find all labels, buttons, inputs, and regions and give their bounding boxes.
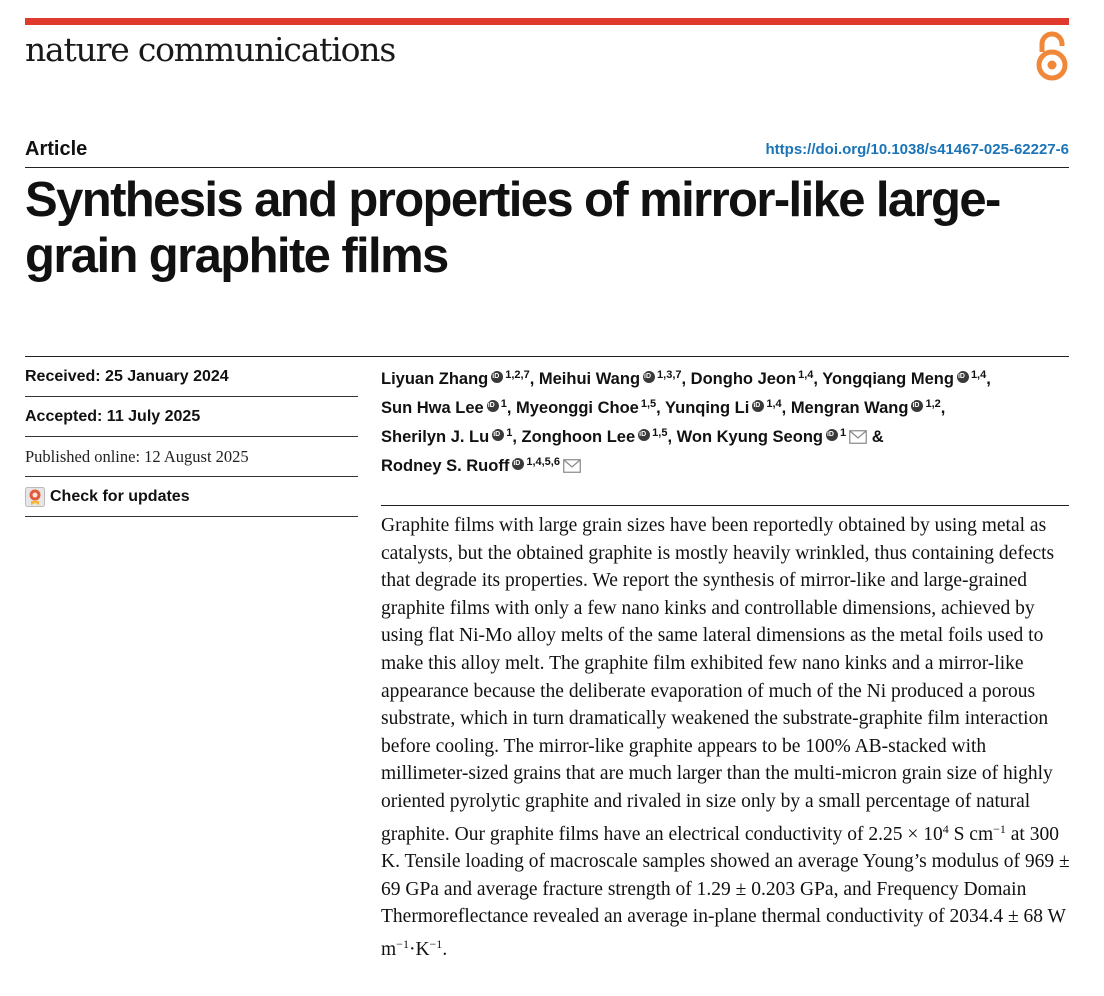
- author-name[interactable]: [677, 428, 867, 446]
- orcid-icon[interactable]: [512, 458, 524, 470]
- conductivity-value: 2.25 × 10: [868, 823, 943, 845]
- author-name-text: Zonghoon Lee: [521, 428, 636, 446]
- author-separator: ,: [506, 399, 516, 417]
- affiliation-numbers: 1,5: [652, 427, 668, 439]
- author-separator: ,: [667, 428, 677, 446]
- received-date: Received: 25 January 2024: [25, 357, 358, 397]
- author-name-text: Dongho Jeon: [690, 370, 797, 388]
- email-icon[interactable]: [563, 459, 581, 473]
- conductivity-unit: S cm: [948, 823, 994, 845]
- author-list: [381, 363, 1071, 479]
- author-name-text: Myeonggi Choe: [516, 399, 639, 417]
- orcid-icon[interactable]: [643, 371, 655, 383]
- article-title: Synthesis and properties of mirror-like large-grain graphite films: [25, 173, 1000, 283]
- accepted-date: Accepted: 11 July 2025: [25, 397, 358, 437]
- affiliation-numbers: 1,4: [970, 369, 987, 381]
- author-name[interactable]: [381, 428, 512, 446]
- orcid-icon[interactable]: [752, 400, 764, 412]
- affiliation-numbers: 1,3,7: [657, 369, 682, 381]
- orcid-icon[interactable]: [957, 371, 969, 383]
- author-name-text: Sun Hwa Lee: [381, 399, 484, 417]
- check-for-updates-button[interactable]: [25, 477, 358, 517]
- conductivity-unit-exponent: −1: [993, 821, 1006, 836]
- check-for-updates-label: Check for updates: [50, 487, 190, 505]
- affiliation-numbers: 1,2,7: [505, 369, 530, 381]
- orcid-icon[interactable]: [491, 371, 503, 383]
- author-name-text: Sherilyn J. Lu: [381, 428, 490, 446]
- author-name[interactable]: [381, 399, 507, 417]
- doi-link[interactable]: https://doi.org/10.1038/s41467-025-62227-6: [765, 141, 1069, 158]
- abstract-text: [381, 512, 1071, 964]
- article-type: Article: [25, 138, 88, 160]
- author-name-text: Yunqing Li: [665, 399, 750, 417]
- affiliation-numbers: 1: [506, 427, 513, 439]
- author-name[interactable]: [665, 399, 782, 417]
- author-separator: ,: [681, 370, 691, 388]
- header-accent-bar: [25, 18, 1069, 25]
- affiliation-numbers: 1: [500, 398, 507, 410]
- author-name-text: Won Kyung Seong: [676, 428, 823, 446]
- header-divider: [25, 167, 1069, 168]
- author-name[interactable]: [516, 399, 656, 417]
- author-name-text: Rodney S. Ruoff: [381, 457, 510, 475]
- thermal-unit-exponent-1: −1: [396, 936, 409, 951]
- affiliation-numbers: 1: [839, 427, 847, 439]
- check-for-updates-icon: [25, 487, 45, 507]
- orcid-icon[interactable]: [492, 429, 504, 441]
- author-separator: &: [867, 428, 884, 446]
- author-name[interactable]: [691, 370, 814, 388]
- author-name[interactable]: [539, 370, 682, 388]
- published-date: Published online: 12 August 2025: [25, 437, 358, 477]
- affiliation-numbers: 1,2: [925, 398, 941, 410]
- orcid-icon[interactable]: [487, 400, 499, 412]
- affiliation-numbers: 1,4,5,6: [526, 456, 560, 468]
- article-dates: [25, 357, 358, 517]
- author-name[interactable]: [381, 370, 530, 388]
- author-name[interactable]: [522, 428, 668, 446]
- thermal-unit-exponent-2: −1: [429, 936, 443, 951]
- abstract-part-1: Graphite films with large grain sizes have been reportedly obtained by using metal as catalysts, but the obtained graphite is mostly heavily wrinkled, thus containing defects that degrade its properties. We report the synthesis of mirror-like and large-grained graphite films with only a few nano kinks and controllable dimensions, achieved by using flat Ni-Mo alloy melts of the same lateral dimensions as the metal foils used to make this alloy melt. The graphite film exhibited few nano kinks and a mirror-like appearance because the deliberate evaporation of much of the Ni produced a porous substrate, which in turn dramatically weakened the substrate-graphite film interaction before cooling. The mirror-like graphite appears to be 100% AB-stacked with millimeter-sized grains that are much larger than the multi-micron grain size of highly oriented pyrolytic graphite and rivaled in size only by a small percentage of natural graphite. Our graphite films have an electrical conductivity of: [381, 515, 1055, 845]
- author-name-text: Meihui Wang: [538, 370, 641, 388]
- author-separator: ,: [986, 370, 991, 388]
- orcid-icon[interactable]: [911, 400, 923, 412]
- abstract-part-2: at 300 K. Tensile loading of macroscale samples showed an average Young’s modulus of 969 ± 69 GPa and average fracture strength of 1.29 ± 0.203 GPa, and Frequency Domain Thermoreflectance revealed an average in-plane thermal conductivity of 2034.4 ± 68 W m: [381, 823, 1070, 960]
- affiliation-numbers: 1,4: [766, 398, 782, 410]
- open-access-icon: [1034, 30, 1070, 82]
- author-separator: ,: [529, 370, 539, 388]
- orcid-icon[interactable]: [826, 429, 838, 441]
- thermal-unit-mid: ·K: [408, 938, 430, 960]
- abstract-divider: [381, 505, 1069, 506]
- author-name[interactable]: [381, 457, 581, 475]
- author-name-text: Yongqiang Meng: [822, 370, 954, 388]
- author-name[interactable]: [822, 370, 986, 388]
- journal-name[interactable]: nature communications: [25, 30, 396, 69]
- orcid-icon[interactable]: [638, 429, 650, 441]
- abstract-end: .: [442, 938, 448, 960]
- affiliation-numbers: 1,5: [640, 398, 657, 410]
- author-separator: ,: [781, 399, 791, 417]
- author-separator: ,: [656, 399, 666, 417]
- author-separator: ,: [813, 370, 823, 388]
- affiliation-numbers: 1,4: [798, 369, 814, 381]
- author-name[interactable]: [791, 399, 941, 417]
- author-name-text: Mengran Wang: [790, 399, 909, 417]
- author-separator: ,: [940, 399, 946, 417]
- author-separator: ,: [512, 428, 522, 446]
- email-icon[interactable]: [849, 430, 867, 444]
- author-name-text: Liyuan Zhang: [381, 370, 489, 388]
- conductivity-exponent: 4: [942, 821, 949, 836]
